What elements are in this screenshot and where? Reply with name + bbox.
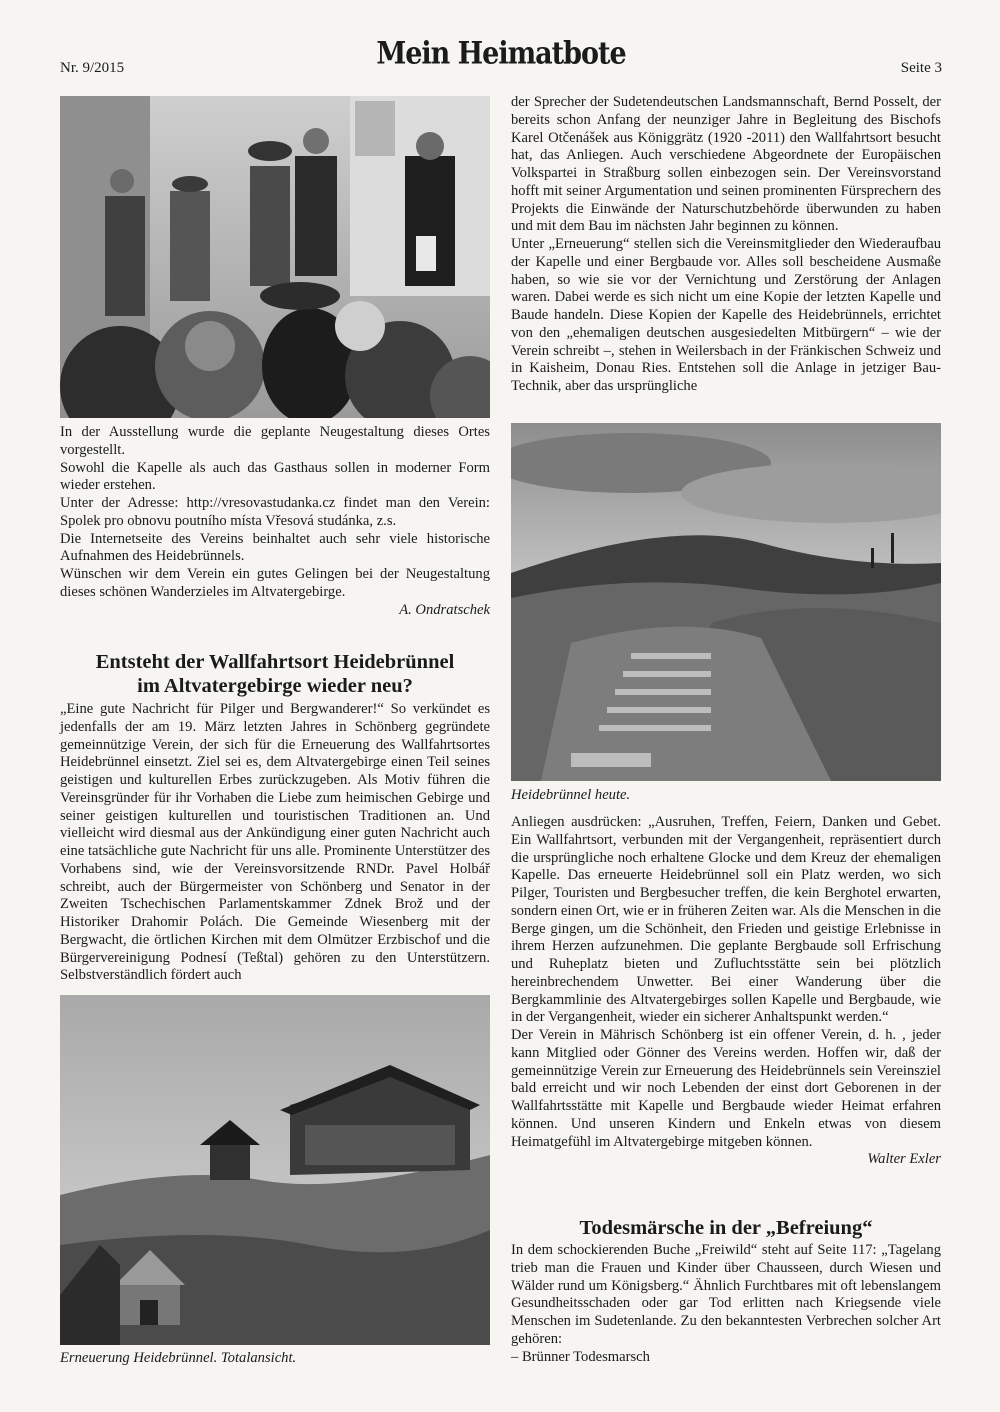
article-title-line1: Entsteht der Wallfahrtsort Heidebrünnel: [95, 651, 455, 673]
author-signature: A. Ondratschek: [399, 601, 490, 618]
article-title-line2: im Altvatergebirge wieder neu?: [137, 675, 413, 697]
paragraph: Der Verein in Mährisch Schönberg ist ein offener Verein, d. h. , jeder kann Mitglied oder Gönner des Vereins werden. Hoffen wir, daß der gemeinnützige Verein zur Erneuerung des Heidebrünnels sein Vereinsziel bald erreicht und wir noch Lebenden der einst dort Geborenen in der Wallfahrtsstätte mit Kapelle und Bergbaude wieder Heimat erfahren können. Und unseren Kindern und Enkeln etwas von diesem Heimatgefühl im Altvatergebirge mitgeben können.: [511, 1027, 941, 1150]
page-header: [60, 35, 942, 86]
article2-body: [511, 1242, 941, 1366]
article2-title: Todesmärsche in der „Befreiung“: [579, 1217, 873, 1239]
author-signature: Walter Exler: [867, 1151, 941, 1168]
paragraph: „Eine gute Nachricht für Pilger und Bergwanderer!“ So verkündet es jedenfalls der am 19. März letzten Jahres in Schönberg gegründete gemeinnützige Verein, der sich für die Erneuerung des Wallfahrtsortes Heidebrünnel einsetzt. Ziel sei es, dem Altvatergebirge einen Teil seines geistigen und kulturellen Erbes zurückzugeben. Als Motiv führen die Vereinsgründer für ihr Vorhaben die Liebe zum heimischen Gebirge und seiner geistigen kulturellen und touristischen Traditionen an. Und vielleicht wird diesmal aus der Ankündigung einer guten Nachricht auch eine tatsächliche gute Nachricht für uns alle. Prominente Unterstützer des Vorhabens sind, wie der Vereinsvorsitzende RNDr. Pavel Holbář schreibt, auch der Bürgermeister von Schönberg und Senator in der Zweiten Tschechischen Parlamentskammer Zdnek Brož und der Historiker Drahomir Polách. Die Gemeinde Wiesenberg mit der Bergwacht, die örtlichen Kirchen mit dem Olmützer Erzbischof und die Bürgervereinigung Podnesí (Teßtal) gehören zu den Unterstützern. Selbstverständlich fördert auch: [60, 701, 490, 984]
paragraph: In dem schockierenden Buche „Freiwild“ steht auf Seite 117: „Tagelang trieb man die Frauen und Kinder über Chausseen, durch Wiesen und Wälder rund um Königsberg.“ Ähnlich Furchtbares mit oft lebenslangem Gesundheitsschaden oder gar Tod erlitten nach Kriegsende viele Menschen im Sudetenlande. Zu den bekanntesten Verbrechen solcher Art gehören:: [511, 1242, 941, 1347]
list-item: – Brünner Todesmarsch: [511, 1348, 650, 1365]
exhibition-text: [60, 424, 490, 619]
paragraph: Unter „Erneuerung“ stellen sich die Vereinsmitglieder den Wiederaufbau der Kapelle und einer Bergbaude vor. Alles soll bescheidene Ausmaße haben, so wie sie vor der Vernichtung und Zerstörung der Anlagen waren. Dabei werde es sich nicht um eine Kopie der letzten Kapelle und Baude handeln. Diese Kopien der Kapelle des Heidebrünnels, errichtet von den „ehemaligen deutschen ausgesiedelten Mitbürgern“ – wie der Verein schreibt –, stehen in Weilersbach in der Fränkischen Schweiz und in Kaisheim, Donau Ries. Entstehen soll die Anlage in jetziger Bau-Technik, aber das ursprüngliche: [511, 236, 941, 394]
paragraph: Unter der Adresse: http://vresovastudanka.cz findet man den Verein: Spolek pro obnovu poutního místa Vřesová studánka, z.s.: [60, 495, 490, 529]
paragraph: Wünschen wir dem Verein ein gutes Gelingen bei der Neugestaltung dieses schönen Wanderzieles im Altvatergebirge.: [60, 566, 490, 600]
render-photo: [60, 995, 490, 1345]
article-title: [60, 650, 490, 698]
article-body-left: [60, 701, 490, 985]
render-caption: Erneuerung Heidebrünnel. Totalansicht.: [60, 1350, 297, 1366]
paragraph: Anliegen ausdrücken: „Ausruhen, Treffen, Feiern, Danken und Gebet. Ein Wallfahrtsort, verbunden mit der Vergangenheit, repräsentiert durch die ursprüngliche noch erhaltene Glocke und dem Kreuz der ehemaligen Kapelle. Das erneuerte Heidebrünnel soll ein Platz werden, wo sich Pilger, Touristen und Bergbesucher treffen, die kein Berghotel erwarten, sondern einen Ort, wie er in früheren Zeiten war. Als die Menschen in die Berge gingen, um die Schönheit, den Frieden und geistige Erlebnisse in ihrem Herzen aufzunehmen. Die geplante Bergbaude soll Erfrischung und Ruheplatz bieten und Zufluchtsstätte sein bei plötzlich hereinbrechendem Unwetter. Bei einer Wanderung über die Bergkammlinie des Altvatergebirges sollen Kapelle und Bergbaude, wie in der Vergangenheit, wieder ein sicherer Anhaltspunkt werden.“: [511, 814, 941, 1026]
paragraph: der Sprecher der Sudetendeutschen Landsmannschaft, Bernd Posselt, der bereits schon Anfang der neunziger Jahre in Begleitung des Bischofs Karel Otčenášek aus Königgrätz (1920 -2011) den Wallfahrtsort besucht hat, das Anliegen. Auch verschiedene Abgeordnete der Europäischen Volkspartei in Straßburg sollen einbezogen sein. Der Vereinsvorstand hofft mit seiner Argumentation und seinen prominenten Fürsprechern des Projekts die Einwände der Naturschutzbehörde überwunden zu haben und mit dem Bau im nächsten Jahr beginnen zu können.: [511, 94, 941, 235]
landscape-photo: [511, 423, 941, 781]
paragraph: In der Ausstellung wurde die geplante Neugestaltung dieses Ortes vorgestellt.: [60, 424, 490, 458]
paragraph: Sowohl die Kapelle als auch das Gasthaus sollen in moderner Form wieder erstehen.: [60, 459, 490, 494]
masthead: Mein Heimatbote: [376, 35, 626, 72]
article2-title-block: [511, 1216, 941, 1240]
article-body-right-2: [511, 814, 941, 1169]
exhibition-photo: [60, 96, 490, 418]
issue-number: Nr. 9/2015: [60, 60, 125, 76]
article-body-right-1: [511, 94, 941, 396]
paragraph: Die Internetseite des Vereins beinhaltet auch sehr viele historische Aufnahmen des Heidebrünnels.: [60, 530, 490, 565]
landscape-caption: Heidebrünnel heute.: [511, 787, 631, 803]
page-number: Seite 3: [900, 60, 942, 76]
